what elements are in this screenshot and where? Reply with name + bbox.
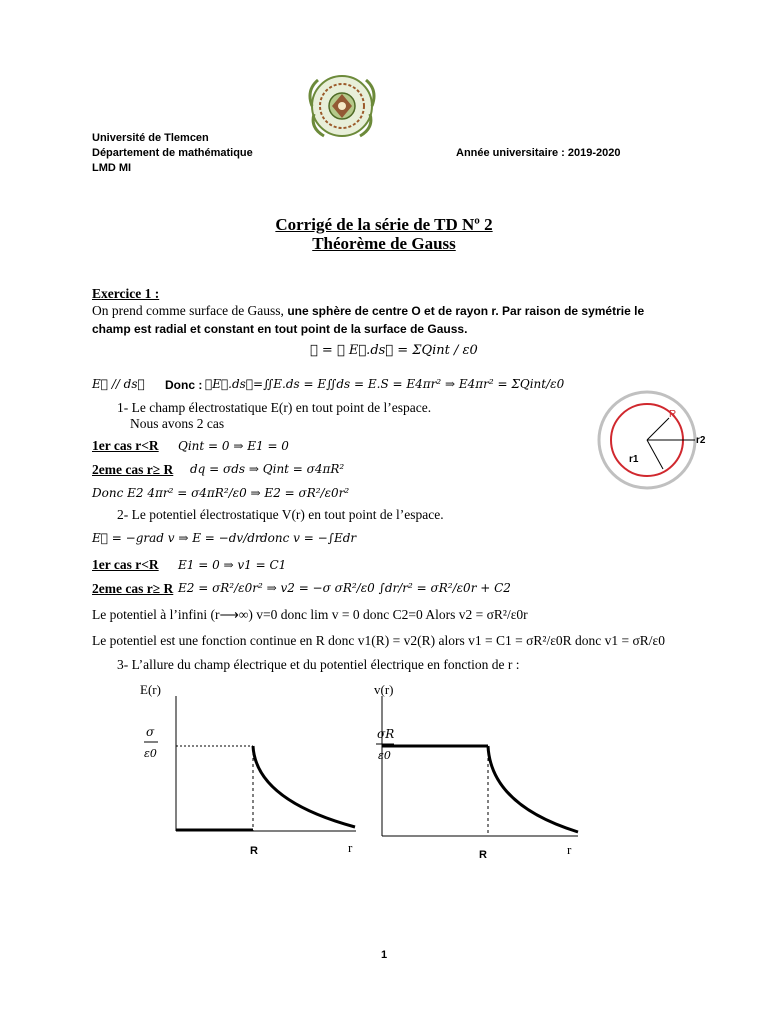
page-number: 1 <box>380 949 388 961</box>
graph-potential <box>370 680 600 865</box>
graph-e-tick-r: R <box>250 845 258 857</box>
graph-v-tick-r: R <box>479 849 487 861</box>
sphere-label-r-big: R <box>669 409 677 420</box>
gauss-equation: ∯E⃗.ds⃗=∬E.ds = E∬ds = E.S = E4πr² ⇒ E4πr² = ΣQint/ε0 <box>205 377 565 391</box>
flux-equation: ∅ = ∯ E⃗.ds⃗ = ΣQint / ε0 <box>310 343 478 358</box>
pot-case-2-equation: E2 = σR²/ε0r² ⇒ v2 = −σ σR²/ε0 ∫dr/r² = σR²/ε0r + C2 <box>178 581 511 595</box>
university-name: Université de Tlemcen <box>92 132 209 144</box>
two-cases-note: Nous avons 2 cas <box>130 416 225 431</box>
question-2: 2- Le potentiel électrostatique V(r) en tout point de l’espace. <box>117 507 444 522</box>
graph-e-level-den: ε0 <box>144 747 157 760</box>
graph-e-level-num: σ <box>146 725 155 739</box>
exercise-heading: Exercice 1 : <box>92 286 160 301</box>
infinity-condition: Le potentiel à l’infini (r⟶∞) v=0 donc lim v = 0 donc C2=0 Alors v2 = σR²/ε0r <box>92 607 528 622</box>
question-3: 3- L’allure du champ électrique et du potentiel électrique en fonction de r : <box>117 657 520 672</box>
page-subtitle: Théorème de Gauss <box>312 234 456 253</box>
university-logo <box>304 70 380 142</box>
academic-year: Année universitaire : 2019-2020 <box>456 147 621 159</box>
graph-e-xlabel: r <box>348 840 353 855</box>
question-1: 1- Le champ électrostatique E(r) en tout point de l’espace. <box>117 400 432 415</box>
gradient-equation: E⃗ = −grad v ⇒ E = −dv/dr <box>92 531 261 545</box>
graph-v-level-den: ε0 <box>378 749 391 762</box>
graph-v-level-num: σR <box>377 727 395 741</box>
field-parallel-ds: E⃗ // ds⃗ <box>92 377 145 391</box>
graph-v-xlabel: r <box>567 842 572 857</box>
potential-integral: donc v = −∫Edr <box>260 531 357 545</box>
pot-case-1-label: 1er cas r<R <box>92 557 159 572</box>
continuity-condition: Le potentiel est une fonction continue en R donc v1(R) = v2(R) alors v1 = C1 = σR²/ε0R donc v1 = σR/ε0 <box>92 633 665 648</box>
donc-label: Donc : <box>165 378 203 392</box>
exercise-intro-cont: champ est radial et constant en tout point de la surface de Gauss. <box>92 322 468 336</box>
graph-v-ylabel: v(r) <box>374 682 394 697</box>
case-2-label: 2eme cas r≥ R <box>92 462 174 477</box>
sphere-label-r2: r2 <box>696 435 706 446</box>
program-name: LMD MI <box>92 162 132 174</box>
case-1-equation: Qint = 0 ⇒ E1 = 0 <box>178 439 289 453</box>
case-2-equation: dq = σds ⇒ Qint = σ4πR² <box>190 462 345 476</box>
gauss-sphere-figure <box>585 385 715 495</box>
pot-case-1-equation: E1 = 0 ⇒ v1 = C1 <box>178 558 287 572</box>
sphere-label-r1: r1 <box>629 454 639 465</box>
case-2-result: Donc E2 4πr² = σ4πR²/ε0 ⇒ E2 = σR²/ε0r² <box>92 486 350 500</box>
pot-case-2-label: 2eme cas r≥ R <box>92 581 174 596</box>
exercise-intro: On prend comme surface de Gauss, une sphère de centre O et de rayon r. Par raison de symétrie le <box>92 303 645 318</box>
graph-e-ylabel: E(r) <box>140 682 161 697</box>
page-title: Corrigé de la série de TD Nº 2 <box>275 215 493 234</box>
graph-electric-field <box>120 680 370 865</box>
case-1-label: 1er cas r<R <box>92 438 159 453</box>
department-name: Département de mathématique <box>92 147 253 159</box>
